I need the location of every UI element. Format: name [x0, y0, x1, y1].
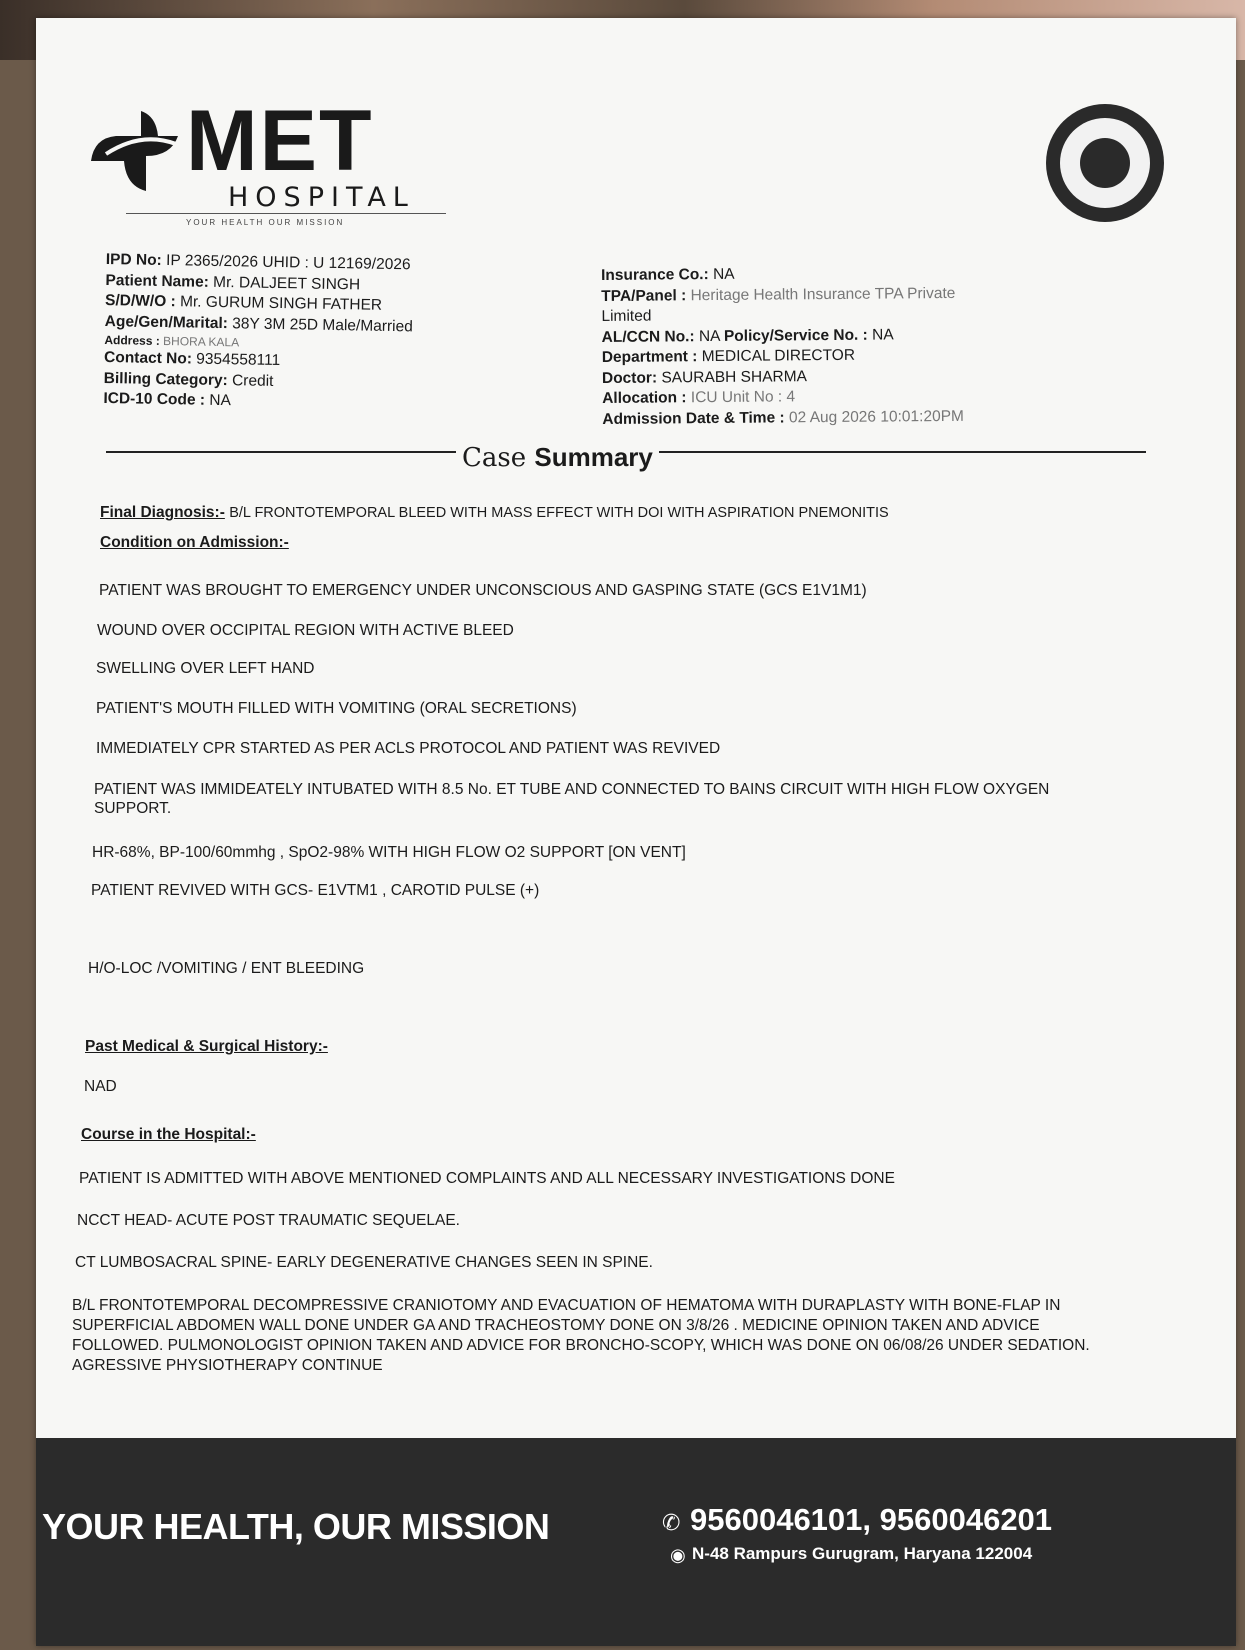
- condition-item: PATIENT'S MOUTH FILLED WITH VOMITING (ORAL SECRETIONS): [96, 700, 577, 717]
- ipd-label: IPD No:: [105, 250, 162, 269]
- tpa-label: TPA/Panel :: [601, 286, 687, 305]
- cross-logo-icon: [86, 106, 181, 196]
- logo-sub-text: HOSPITAL: [228, 182, 415, 213]
- accreditation-seal-icon: [1046, 104, 1164, 222]
- footer-phone-numbers: 9560046101, 9560046201: [690, 1502, 1053, 1537]
- contact-value: 9354558111: [196, 350, 281, 370]
- history-note: H/O-LOC /VOMITING / ENT BLEEDING: [88, 960, 365, 977]
- tpa-value-cont: Limited: [601, 307, 652, 325]
- icd-label: ICD-10 Code :: [103, 389, 206, 409]
- logo-brand-text: MET: [186, 93, 374, 189]
- course-item: CT LUMBOSACRAL SPINE- EARLY DEGENERATIVE CHANGES SEEN IN SPINE.: [75, 1254, 653, 1271]
- logo-divider: [126, 213, 446, 214]
- condition-item: PATIENT REVIVED WITH GCS- E1VTM1 , CAROTID PULSE (+): [91, 882, 540, 899]
- condition-item: PATIENT WAS BROUGHT TO EMERGENCY UNDER UNCONSCIOUS AND GASPING STATE (GCS E1V1M1): [99, 582, 867, 599]
- relation-value: Mr. GURUM SINGH FATHER: [179, 293, 383, 314]
- footer-phone: [662, 1502, 1052, 1538]
- insurance-label: Insurance Co.:: [601, 266, 709, 284]
- insurance-value: NA: [712, 265, 735, 284]
- final-diagnosis-label: Final Diagnosis:-: [100, 504, 225, 521]
- title-summary: Summary: [534, 442, 653, 472]
- past-history-heading: Past Medical & Surgical History:-: [85, 1038, 328, 1055]
- phone-icon: ✆: [662, 1510, 681, 1535]
- age-value: 38Y 3M 25D Male/Married: [232, 314, 413, 335]
- final-diagnosis-value: B/L FRONTOTEMPORAL BLEED WITH MASS EFFECT WITH DOI WITH ASPIRATION PNEMONITIS: [229, 505, 889, 521]
- condition-item: HR-68%, BP-100/60mmhg , SpO2-98% WITH HIGH FLOW O2 SUPPORT [ON VENT]: [92, 844, 686, 861]
- billing-label: Billing Category:: [103, 369, 228, 389]
- address-label: Address :: [104, 332, 160, 348]
- document-page: [36, 18, 1236, 1646]
- contact-label: Contact No:: [103, 348, 193, 368]
- alccn-value: NA: [698, 327, 720, 345]
- doctor-label: Doctor:: [601, 369, 658, 387]
- patient-name-label: Patient Name:: [105, 271, 209, 291]
- relation-label: S/D/W/O :: [104, 291, 176, 311]
- address-value: BHORA KALA: [163, 334, 240, 350]
- footer-slogan: YOUR HEALTH, OUR MISSION: [42, 1506, 550, 1547]
- condition-item: IMMEDIATELY CPR STARTED AS PER ACLS PROTOCOL AND PATIENT WAS REVIVED: [96, 740, 721, 757]
- ipd-value: IP 2365/2026 UHID : U 12169/2026: [165, 252, 411, 274]
- policy-label: Policy/Service No. :: [723, 326, 868, 345]
- department-value: MEDICAL DIRECTOR: [701, 346, 856, 366]
- footer-banner: [36, 1438, 1236, 1646]
- admission-date-value: 02 Aug 2026 10:01:20PM: [788, 407, 964, 426]
- patient-name-value: Mr. DALJEET SINGH: [212, 273, 361, 293]
- doctor-value: SAURABH SHARMA: [661, 367, 808, 386]
- past-history-value: NAD: [84, 1078, 117, 1095]
- allocation-value: ICU Unit No : 4: [690, 388, 796, 407]
- footer-address: N-48 Rampurs Gurugram, Haryana 122004: [692, 1544, 1033, 1563]
- alccn-label: AL/CCN No.:: [601, 327, 695, 346]
- patient-info-block: [103, 250, 536, 417]
- tpa-value: Heritage Health Insurance TPA Private: [690, 284, 956, 304]
- hospital-logo: [86, 93, 446, 238]
- condition-item: WOUND OVER OCCIPITAL REGION WITH ACTIVE BLEED: [97, 622, 514, 639]
- billing-value: Credit: [231, 371, 274, 390]
- location-pin-icon: ◉: [670, 1545, 686, 1565]
- condition-heading: Condition on Admission:-: [100, 534, 289, 551]
- page-title: [456, 442, 659, 473]
- course-paragraph: B/L FRONTOTEMPORAL DECOMPRESSIVE CRANIOTOMY AND EVACUATION OF HEMATOMA WITH DURAPLASTY WITH BONE-FLAP IN SUPERFICIAL ABDOMEN WALL DONE UNDER GA AND TRACHEOSTOMY DONE ON 3/8/26 . MEDICINE OPINION TAKEN AND ADVICE FOLLOWED. PULMONOLOGIST OPINION TAKEN AND ADVICE FOR BRONCHO-SCOPY, WHICH WAS DONE ON 06/08/26 UNDER SEDATION. AGRESSIVE PHYSIOTHERAPY CONTINUE: [72, 1297, 1090, 1374]
- allocation-label: Allocation :: [602, 389, 687, 407]
- admission-info-block: [601, 262, 1092, 430]
- title-case: Case: [462, 443, 527, 473]
- admission-date-label: Admission Date & Time :: [602, 408, 785, 428]
- condition-item: PATIENT WAS IMMIDEATELY INTUBATED WITH 8.5 No. ET TUBE AND CONNECTED TO BAINS CIRCUIT WITH HIGH FLOW OXYGEN SUPPORT.: [94, 781, 1050, 817]
- department-label: Department :: [601, 348, 698, 366]
- logo-tagline: YOUR HEALTH OUR MISSION: [186, 218, 345, 227]
- icd-value: NA: [209, 391, 232, 410]
- course-item: PATIENT IS ADMITTED WITH ABOVE MENTIONED COMPLAINTS AND ALL NECESSARY INVESTIGATIONS DONE: [79, 1170, 895, 1187]
- age-label: Age/Gen/Marital:: [104, 312, 229, 332]
- course-item: NCCT HEAD- ACUTE POST TRAUMATIC SEQUELAE.: [77, 1212, 460, 1229]
- policy-value: NA: [872, 325, 894, 344]
- course-heading: Course in the Hospital:-: [81, 1126, 256, 1143]
- condition-item: SWELLING OVER LEFT HAND: [96, 660, 315, 677]
